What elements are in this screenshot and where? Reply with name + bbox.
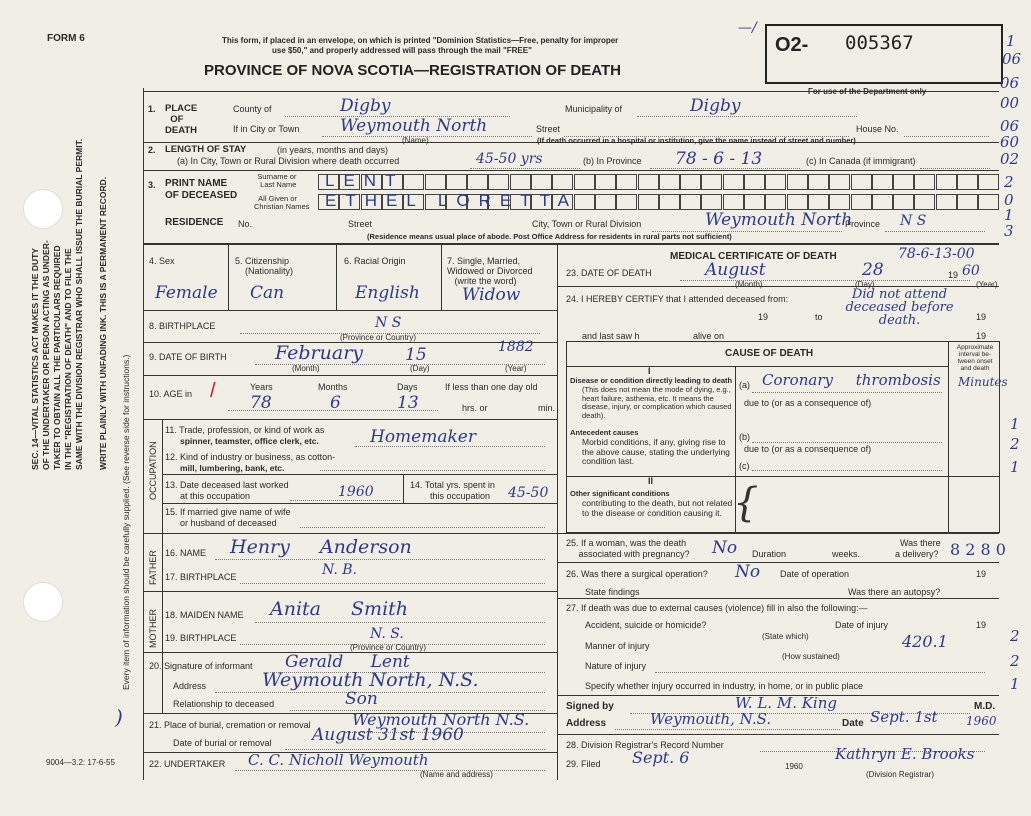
- residence-label: RESIDENCE: [165, 217, 224, 228]
- form-left-border: [143, 88, 144, 780]
- q28-label: 28. Division Registrar's Record Number: [566, 740, 724, 750]
- min-label: min.: [538, 403, 556, 413]
- due-to-2: due to (or as a consequence of): [744, 444, 872, 454]
- margin-code: 06: [1002, 50, 1022, 68]
- state-findings-label: State findings: [585, 587, 640, 597]
- birthplace-label: 8. BIRTHPLACE: [149, 321, 216, 331]
- medical-title: MEDICAL CERTIFICATE OF DEATH: [670, 251, 837, 262]
- dob-month: February: [275, 342, 364, 364]
- margin-code: 60: [1000, 133, 1020, 151]
- side-notice-3: TAKER TO OBTAIN ALL THE PARTICULARS REQUIRED: [52, 245, 62, 470]
- letter-box: [680, 174, 701, 190]
- city-value: Weymouth North: [340, 116, 488, 136]
- age-label: 10. AGE in: [149, 389, 193, 399]
- margin-code: 1: [1010, 415, 1020, 433]
- burial-place-label: 21. Place of burial, cremation or removal: [149, 720, 311, 730]
- marital-value: Widow: [462, 285, 521, 305]
- occ-12-label: 12. Kind of industry or business, as cotton-: [165, 452, 336, 462]
- q29-value: Sept. 6: [632, 748, 690, 767]
- residence-street-label: Street: [348, 219, 373, 229]
- margin-code: 1: [1006, 32, 1016, 50]
- alive-year-prefix: 19: [976, 331, 987, 341]
- age-days-label: Days: [397, 382, 418, 392]
- stay-label: LENGTH OF STAY: [165, 144, 247, 155]
- mother-vertical-label: MOTHER: [148, 609, 158, 648]
- cause-title: CAUSE OF DEATH: [725, 348, 814, 359]
- department-use-label: For use of the Department only: [808, 87, 927, 96]
- side-notice-7: Every item of information should be carefully supplied. (See reverse side for instructions.): [121, 354, 131, 690]
- house-label: House No.: [856, 124, 899, 134]
- street-label: Street: [536, 124, 561, 134]
- letter-box: [978, 194, 999, 210]
- racial-label: 6. Racial Origin: [344, 256, 406, 266]
- state-which-note: (State which): [762, 632, 809, 641]
- doctor-address-label: Address: [566, 718, 607, 729]
- disease-note: (This does not mean the mode of dying, e.g., heart failure, asthenia, etc. It means the disease, injury, or complication which caused death).: [582, 385, 732, 420]
- margin-code: 3: [1004, 222, 1014, 240]
- age-months-label: Months: [318, 382, 348, 392]
- letter-box: [744, 194, 765, 210]
- informant-address-label: Address: [173, 681, 207, 691]
- letter-box: [659, 174, 680, 190]
- father-birthplace-value: N. B.: [322, 562, 357, 578]
- letter-box: [872, 194, 893, 210]
- margin-code: 06: [1000, 74, 1020, 92]
- letter-box: [467, 174, 488, 190]
- residence-no-label: No.: [238, 219, 253, 229]
- other-note: contributing to the death, but not related to the disease or condition causing it.: [582, 498, 733, 518]
- occ-15-label: 15. If married give name of wife: [165, 507, 291, 517]
- informant-label: 20. Signature of informant: [149, 661, 253, 671]
- cause-a-interval: Minutes: [958, 375, 1008, 389]
- punch-hole-top: [23, 189, 63, 229]
- other-bracket: {: [733, 480, 759, 526]
- mail-notice-1: This form, if placed in an envelope, on which is printed "Dominion Statistics—Free, penalty for improper: [222, 36, 619, 45]
- signed-by-label: Signed by: [566, 701, 614, 712]
- letter-box: [638, 174, 659, 190]
- letter-box: [808, 174, 829, 190]
- margin-code: 02: [1000, 150, 1020, 168]
- delivery-label: Was there a delivery?: [895, 538, 941, 559]
- letter-box: [552, 174, 573, 190]
- rule: [566, 366, 948, 367]
- letter-box: [510, 174, 531, 190]
- residence-city-label: City, Town or Rural Division: [532, 219, 642, 229]
- q26-value: No: [735, 562, 761, 582]
- mail-notice-2: use $50," and properly addressed will pass through the mail "FREE": [272, 46, 532, 55]
- date-op-year: 19: [976, 569, 987, 579]
- margin-code: 1: [1004, 206, 1014, 224]
- letter-box: [744, 174, 765, 190]
- letter-box: [531, 174, 552, 190]
- burial-date-label: Date of burial or removal: [173, 738, 272, 748]
- letter-box: [851, 174, 872, 190]
- md-label: M.D.: [974, 701, 996, 712]
- relationship-value: Son: [345, 689, 378, 709]
- margin-code: 2: [1010, 435, 1020, 453]
- divider: [228, 243, 229, 310]
- cause-c-label: (c): [739, 461, 750, 471]
- date-op-label: Date of operation: [780, 569, 850, 579]
- margin-code: 00: [1000, 94, 1020, 112]
- mother-maiden-label: 18. MAIDEN NAME: [165, 610, 244, 620]
- mother-birthplace-value: N. S.: [370, 626, 404, 642]
- letter-box: [978, 174, 999, 190]
- weeks-label: weeks.: [832, 549, 861, 559]
- letter-box: [893, 194, 914, 210]
- certify-year-prefix: 19: [758, 312, 769, 322]
- divider: [948, 341, 949, 533]
- residence-province-label: Province: [845, 219, 881, 229]
- rule: [143, 91, 999, 92]
- medical-title-value: 78-6-13-00: [898, 246, 975, 262]
- duration-label: Duration: [752, 549, 787, 559]
- dod-month-note: (Month): [735, 280, 763, 289]
- divider: [336, 243, 337, 310]
- letter-box: [893, 174, 914, 190]
- place-num: 1.: [148, 104, 156, 114]
- registrar-note: (Division Registrar): [866, 770, 935, 779]
- dod-year: 60: [962, 263, 980, 279]
- letter-box: [787, 174, 808, 190]
- letter-box: [446, 174, 467, 190]
- place-label: PLACE OF DEATH: [165, 103, 198, 136]
- residence-city-value: Weymouth North: [705, 210, 853, 230]
- stay-b-value: 78 - 6 - 13: [675, 149, 763, 169]
- cause-a-value: Coronary thrombosis: [762, 371, 941, 389]
- q25-value: No: [712, 538, 738, 558]
- roman-1: I: [648, 366, 651, 376]
- rule: [143, 591, 557, 592]
- rule: [566, 476, 1000, 477]
- cause-a-label: (a): [739, 380, 750, 390]
- rule: [557, 734, 999, 735]
- side-notice-1: SEC. 14—VITAL STATISTICS ACT MAKES IT THE DUTY: [30, 248, 40, 470]
- registration-prefix: O2-: [775, 34, 809, 56]
- dob-label: 9. DATE OF BIRTH: [149, 352, 227, 362]
- dob-year: 1882: [498, 339, 534, 355]
- certify-value: Did not attend deceased before death.: [845, 287, 954, 328]
- letter-box: [936, 174, 957, 190]
- form-number: FORM 6: [47, 33, 85, 44]
- margin-code: 1: [1010, 458, 1020, 476]
- letter-box: [595, 174, 616, 190]
- dod-day-note: (Day): [855, 280, 875, 289]
- burial-place-value: Weymouth North N.S.: [352, 710, 530, 729]
- rule: [143, 243, 999, 245]
- name-num: 3.: [148, 180, 156, 190]
- nature-label: Nature of injury: [585, 661, 647, 671]
- last-saw-label: and last saw h: [582, 331, 640, 341]
- given-label: All Given or Christian Names: [254, 194, 310, 211]
- letter-box: [829, 194, 850, 210]
- municipality-value: Digby: [690, 96, 741, 116]
- dob-day: 15: [405, 345, 427, 365]
- side-notice-6: WRITE PLAINLY WITH UNFADING INK. THIS IS A PERMANENT RECORD.: [98, 176, 108, 470]
- q25-label: 25. If a woman, was the death associated with pregnancy?: [566, 538, 690, 559]
- informant-address-value: Weymouth North, N.S.: [262, 669, 479, 691]
- occ-13-label-b: at this occupation: [180, 491, 251, 501]
- age-years: 78: [250, 393, 272, 413]
- letter-box: [701, 174, 722, 190]
- letter-box: [723, 194, 744, 210]
- letter-box: [765, 174, 786, 190]
- rule: [162, 503, 557, 504]
- occ-11-value: Homemaker: [370, 427, 476, 447]
- rule: [162, 474, 557, 475]
- citizenship-label: 5. Citizenship (Nationality): [235, 256, 294, 276]
- letter-box: [787, 194, 808, 210]
- age-tick: /: [210, 380, 216, 402]
- letter-box: [595, 194, 616, 210]
- county-label: County of: [233, 104, 272, 114]
- letter-box: [914, 194, 935, 210]
- letter-box: [488, 174, 509, 190]
- form-code: 9004—3.2: 17-6-55: [46, 758, 115, 767]
- dod-year-prefix: 19: [948, 270, 959, 280]
- age-years-label: Years: [250, 382, 273, 392]
- undertaker-note: (Name and address): [420, 770, 493, 779]
- date-injury-year: 19: [976, 620, 987, 630]
- undertaker-label: 22. UNDERTAKER: [149, 759, 226, 769]
- mother-birthplace-label: 19. BIRTHPLACE: [165, 633, 237, 643]
- stay-a-value: 45-50 yrs: [476, 151, 543, 167]
- registrar-signature: Kathryn E. Brooks: [835, 745, 975, 763]
- letter-box: [872, 174, 893, 190]
- margin-code: 2: [1004, 173, 1014, 191]
- dob-month-note: (Month): [292, 364, 320, 373]
- letter-box: [957, 194, 978, 210]
- delivery-value: 8 2 8 0: [950, 540, 1006, 559]
- letter-box: [723, 174, 744, 190]
- date-label: Date: [842, 718, 864, 729]
- letter-box: [680, 194, 701, 210]
- letter-box: [765, 194, 786, 210]
- margin-code: 0: [1004, 191, 1014, 209]
- citizenship-value: Can: [250, 283, 285, 303]
- occ-14-label: 14. Total yrs. spent in: [410, 480, 495, 490]
- letter-box: [616, 174, 637, 190]
- certify-year-prefix-2: 19: [976, 312, 987, 322]
- other-label: Other significant conditions: [570, 489, 670, 498]
- name-note: (Name): [402, 136, 429, 145]
- occ-11-label-b: spinner, teamster, office clerk, etc.: [180, 436, 319, 446]
- letter-box: [914, 174, 935, 190]
- rule: [557, 533, 999, 534]
- letter-box: [936, 194, 957, 210]
- letter-box: [659, 194, 680, 210]
- stay-c-label: (c) In Canada (if immigrant): [806, 156, 916, 166]
- margin-pen-mark: ): [115, 705, 123, 729]
- dob-year-note: (Year): [505, 364, 527, 373]
- rule: [143, 533, 557, 534]
- letter-box: [957, 174, 978, 190]
- hrs-label: hrs. or: [462, 403, 488, 413]
- margin-code: 2: [1010, 652, 1020, 670]
- rule: [143, 170, 999, 171]
- filed-year: 1960: [785, 762, 803, 771]
- occ-15-label-b: or husband of deceased: [180, 518, 277, 528]
- q27-label: 27. If death was due to external causes (violence) fill in also the following:—: [566, 603, 868, 613]
- undertaker-value: C. C. Nicholl Weymouth: [248, 751, 429, 769]
- surname-label: Surname or Last Name: [256, 172, 297, 189]
- cause-b-label: (b): [739, 432, 750, 442]
- dod-month: August: [705, 260, 766, 280]
- father-name-label: 16. NAME: [165, 548, 207, 558]
- rule: [557, 562, 999, 563]
- stay-label-2: (in years, months and days): [277, 145, 389, 155]
- divider: [403, 474, 404, 503]
- surname-value: LENT: [325, 171, 405, 190]
- letter-box: [829, 174, 850, 190]
- q29-label: 29. Filed: [566, 759, 601, 769]
- occ-11-label: 11. Trade, profession, or kind of work as: [165, 425, 325, 435]
- birthplace-value: N S: [375, 315, 402, 331]
- manner-value: 420.1: [902, 632, 948, 651]
- side-notice-2: OF THE UNDERTAKER OR PERSON ACTING AS UNDER-: [41, 240, 51, 470]
- residence-note: (Residence means usual place of abode. Post Office Address for residents in rural parts not sufficient): [367, 232, 732, 241]
- stay-a-label: (a) In City, Town or Rural Division where death occurred: [177, 156, 400, 166]
- divider: [162, 533, 163, 713]
- roman-2: II: [648, 476, 654, 486]
- autopsy-label: Was there an autopsy?: [848, 587, 941, 597]
- father-name-value: Henry Anderson: [230, 536, 412, 558]
- county-value: Digby: [340, 96, 391, 116]
- rule: [143, 419, 557, 420]
- municipality-label: Municipality of: [565, 104, 623, 114]
- letter-box: [425, 174, 446, 190]
- antecedent-note: Morbid conditions, if any, giving rise to the above cause, stating the underlying condition last.: [582, 437, 730, 466]
- dod-day: 28: [862, 260, 884, 280]
- q26-label: 26. Was there a surgical operation?: [566, 569, 708, 579]
- margin-code: 1: [1010, 675, 1020, 693]
- certify-to: to: [815, 312, 823, 322]
- punch-hole-bottom: [23, 582, 63, 622]
- letter-box: [851, 194, 872, 210]
- due-to-1: due to (or as a consequence of): [744, 398, 872, 408]
- rule: [557, 598, 999, 599]
- city-label: If in City or Town: [233, 124, 300, 134]
- sex-label: 4. Sex: [149, 256, 175, 266]
- date-value: Sept. 1st: [870, 708, 938, 726]
- side-notice-5: SAME WITH THE DIVISION REGISTRAR WHO SHALL ISSUE THE BURIAL PERMIT.: [74, 138, 84, 470]
- margin-check: —/: [738, 20, 757, 36]
- letter-box: [574, 174, 595, 190]
- margin-code: 06: [1000, 117, 1020, 135]
- doctor-address-value: Weymouth, N.S.: [650, 710, 772, 728]
- birthplace-note: (Province or Country): [340, 333, 417, 342]
- margin-code: 2: [1010, 627, 1020, 645]
- occ-14-label-b: this occupation: [430, 491, 491, 501]
- hospital-note: (If death occurred in a hospital or institution, give the name instead of street and number): [537, 136, 856, 145]
- interval-label: Approximate interval be- tween onset and death: [956, 344, 994, 372]
- letter-box: [403, 174, 424, 190]
- specify-label: Specify whether injury occurred in industry, in home, or in public place: [585, 681, 863, 691]
- rule: [143, 375, 557, 376]
- informant-value: Gerald Lent: [285, 652, 410, 672]
- mother-birthplace-note: (Province or Country): [350, 643, 427, 652]
- name-label: PRINT NAME OF DECEASED: [165, 178, 238, 201]
- date-injury-label: Date of injury: [835, 620, 889, 630]
- residence-province-value: N S: [900, 213, 927, 229]
- sex-value: Female: [155, 283, 218, 303]
- occ-12-label-b: mill, lumbering, bank, etc.: [180, 463, 285, 473]
- signed-by-value: W. L. M. King: [735, 694, 837, 712]
- letter-box: [701, 194, 722, 210]
- manner-label: Manner of injury: [585, 641, 650, 651]
- mother-maiden-value: Anita Smith: [270, 598, 409, 620]
- alive-on-label: alive on: [693, 331, 725, 341]
- occ-13-value: 1960: [338, 484, 374, 500]
- age-days: 13: [397, 393, 419, 413]
- father-vertical-label: FATHER: [148, 550, 158, 585]
- occ-14-value: 45-50: [508, 485, 549, 501]
- age-months: 6: [330, 393, 341, 413]
- antecedent-label: Antecedent causes: [570, 428, 639, 437]
- given-value: ETHEL LORETTA: [325, 191, 579, 210]
- occupation-vertical-label: OCCUPATION: [148, 441, 158, 500]
- registration-number: 005367: [845, 32, 914, 54]
- letter-box: [808, 194, 829, 210]
- form-title: PROVINCE OF NOVA SCOTIA—REGISTRATION OF DEATH: [204, 62, 621, 79]
- how-note: (How sustained): [782, 652, 840, 661]
- father-birthplace-label: 17. BIRTHPLACE: [165, 572, 237, 582]
- rule: [143, 310, 557, 311]
- center-divider: [557, 243, 558, 780]
- certify-label: 24. I HEREBY CERTIFY that I attended deceased from:: [566, 294, 789, 304]
- dod-year-note: (Year): [976, 280, 998, 289]
- accident-label: Accident, suicide or homicide?: [585, 620, 707, 630]
- disease-label: Disease or condition directly leading to death: [570, 376, 733, 385]
- divider: [441, 243, 442, 310]
- dob-day-note: (Day): [410, 364, 430, 373]
- letter-box: [616, 194, 637, 210]
- date-year-value: 1960: [966, 714, 997, 728]
- letter-box: [638, 194, 659, 210]
- less-day-label: If less than one day old: [445, 382, 538, 392]
- relationship-label: Relationship to deceased: [173, 699, 275, 709]
- burial-date-value: August 31st 1960: [312, 725, 464, 745]
- occ-13-label: 13. Date deceased last worked: [165, 480, 289, 490]
- dod-label: 23. DATE OF DEATH: [566, 268, 652, 278]
- stay-num: 2.: [148, 145, 156, 155]
- stay-b-label: (b) In Province: [583, 156, 642, 166]
- side-notice-4: IN THE "REGISTRATION OF DEATH" AND TO FILE THE: [63, 248, 73, 470]
- racial-value: English: [355, 283, 420, 303]
- marital-label: 7. Single, Married, Widowed or Divorced (write the word): [447, 256, 533, 286]
